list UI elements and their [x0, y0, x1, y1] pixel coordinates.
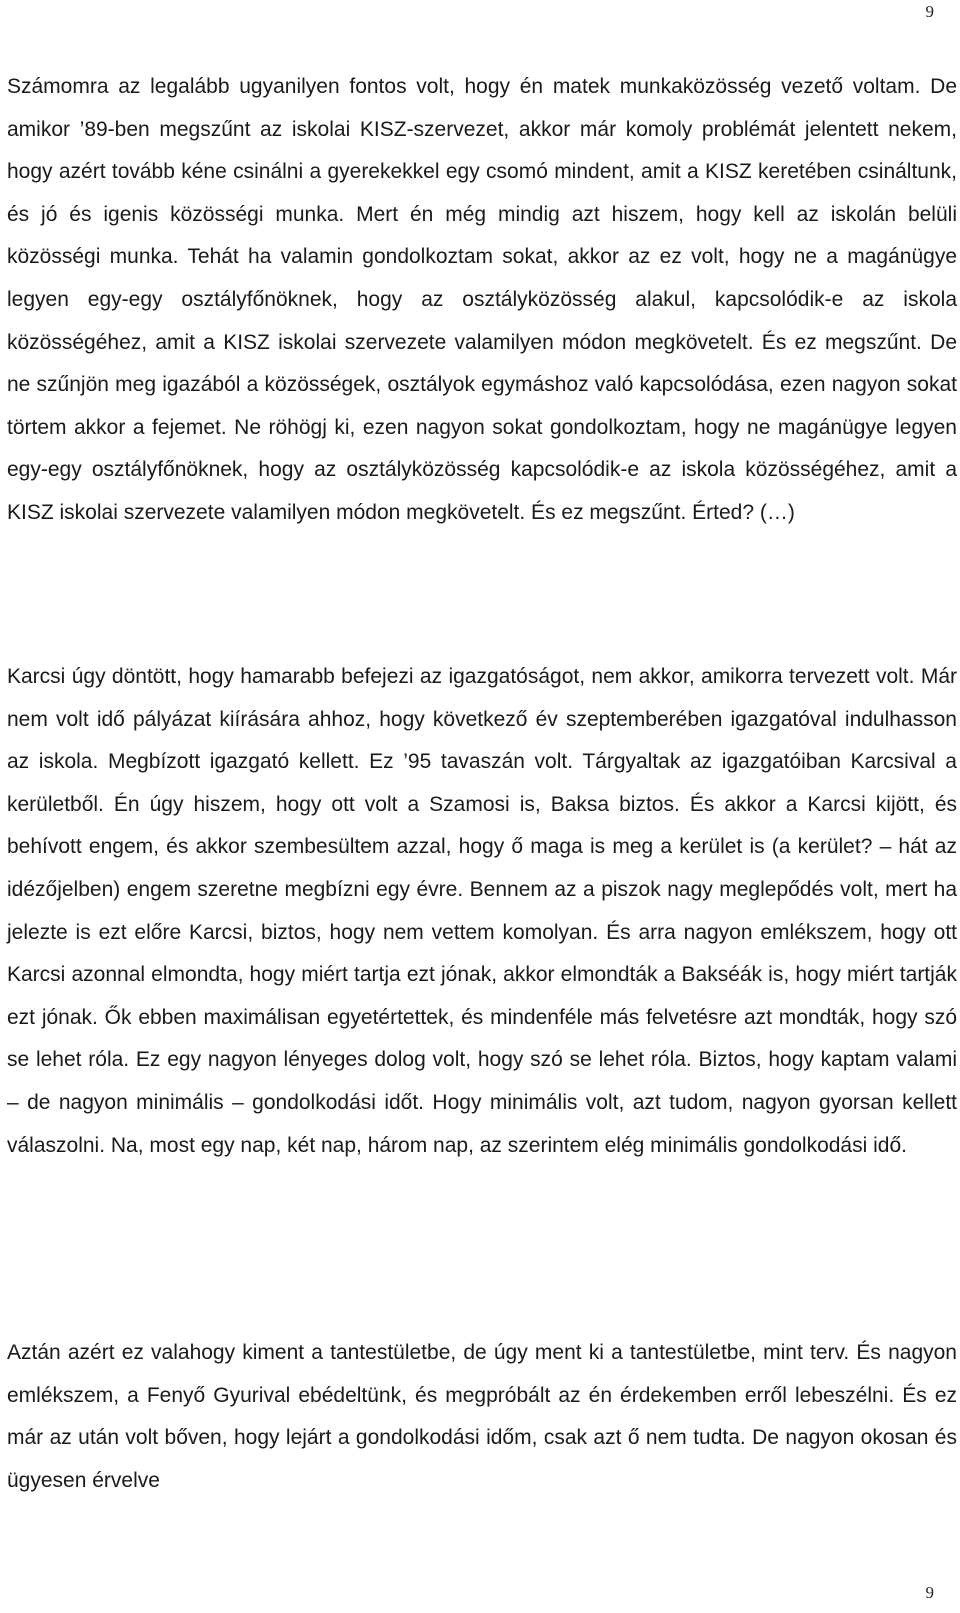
paragraph-kisz-community: Számomra az legalább ugyanilyen fontos volt, hogy én matek munkaközösség vezető voltam. De amikor ’89-ben megszűnt az iskolai KISZ-szervezet, akkor már komoly problémát jelentett nekem, hogy azért tovább kéne csinálni a gyerekekkel egy csomó mindent, amit a KISZ keretében csináltunk, és jó és igenis közösségi munka. Mert én még mindig azt hiszem, hogy kell az iskolán belüli közösségi munka. Tehát ha valamin gondolkoztam sokat, akkor az ez volt, hogy ne a magánügye legyen egy-egy osztályfőnöknek, hogy az osztályközösség alakul, kapcsolódik-e az iskola közösségéhez, amit a KISZ iskolai szervezete valamilyen módon megkövetelt. És ez megszűnt. De ne szűnjön meg igazából a közösségek, osztályok egymáshoz való kapcsolódása, ezen nagyon sokat törtem akkor a fejemet. Ne röhögj ki, ezen nagyon sokat gondolkoztam, hogy ne magánügye legyen egy-egy osztályfőnöknek, hogy az osztályközösség kapcsolódik-e az iskola közösségéhez, amit a KISZ iskolai szervezete valamilyen módon megkövetelt. És ez megszűnt. Érted? (…): [7, 75, 957, 524]
paragraph-staff-room: Aztán azért ez valahogy kiment a tantestületbe, de úgy ment ki a tantestületbe, mint terv. És nagyon emlékszem, a Fenyő Gyurival ebédeltünk, és megpróbált az én érdekemben erről lebeszélni. És ez már az után volt bőven, hogy lejárt a gondolkodási időm, csak azt ő nem tudta. De nagyon okosan és ügyesen érvelve: [7, 1341, 957, 1492]
paragraph-acting-principal: Karcsi úgy döntött, hogy hamarabb befejezi az igazgatóságot, nem akkor, amikorra tervezett volt. Már nem volt idő pályázat kiírására ahhoz, hogy következő év szeptemberében igazgatóval indulhasson az iskola. Megbízott igazgató kellett. Ez ’95 tavaszán volt. Tárgyaltak az igazgatóiban Karcsival a kerületből. Én úgy hiszem, hogy ott volt a Szamosi is, Baksa biztos. És akkor a Karcsi kijött, és behívott engem, és akkor szembesültem azzal, hogy ő maga is meg a kerület is (a kerület? – hát az idézőjelben) engem szeretne megbízni egy évre. Bennem az a piszok nagy meglepődés volt, mert ha jelezte is ezt előre Karcsi, biztos, hogy nem vettem komolyan. És arra nagyon emlékszem, hogy ott Karcsi azonnal elmondta, hogy miért tartja ezt jónak, akkor elmondták a Bakséák is, hogy miért tartják ezt jónak. Ők ebben maximálisan egyetértettek, és mindenféle más felvetésre azt mondták, hogy szó se lehet róla. Ez egy nagyon lényeges dolog volt, hogy szó se lehet róla. Biztos, hogy kaptam valami – de nagyon minimális – gondolkodási időt. Hogy minimális volt, azt tudom, nagyon gyorsan kellett válaszolni. Na, most egy nap, két nap, három nap, az szerintem elég minimális gondolkodási idő.: [7, 665, 957, 1157]
page-number-top: 9: [925, 2, 934, 21]
page-number-bottom: 9: [925, 1583, 934, 1602]
